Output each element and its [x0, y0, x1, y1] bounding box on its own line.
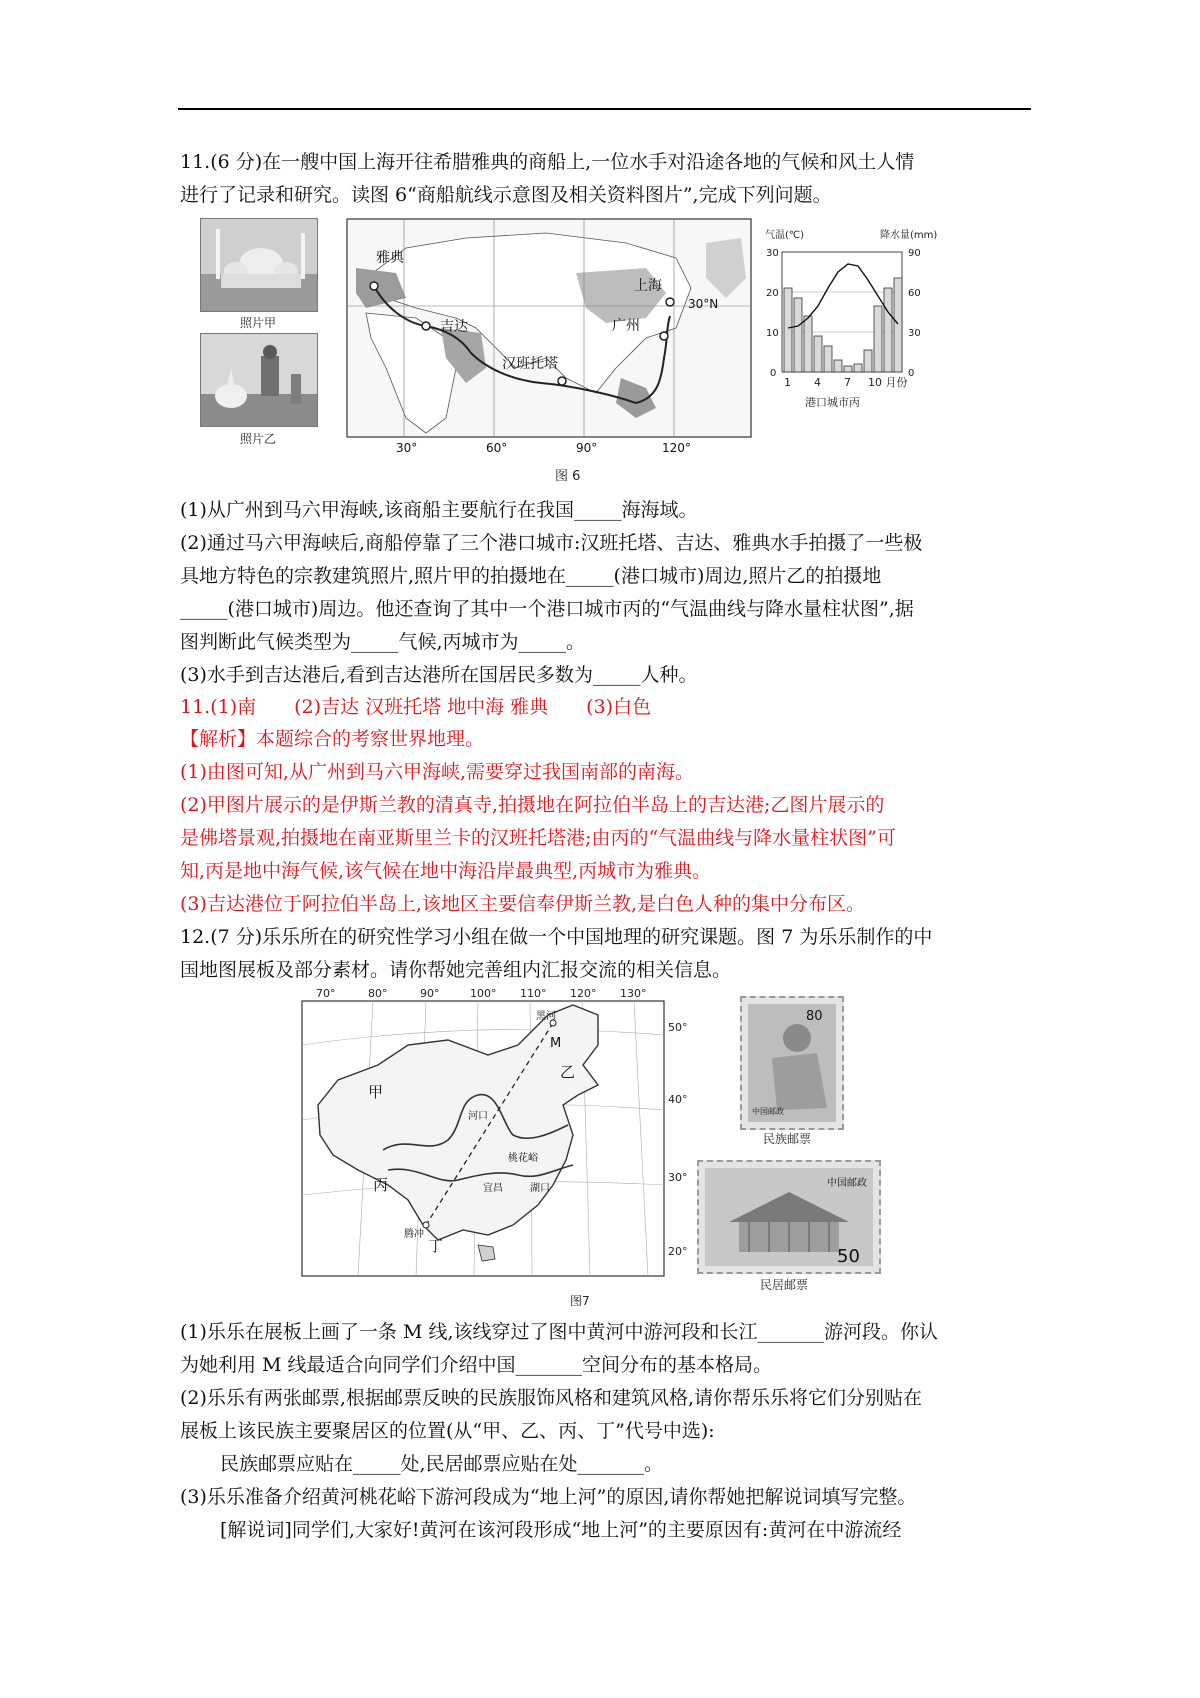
lon-tick: 90° — [420, 987, 440, 1000]
lon-tick: 120° — [570, 987, 597, 1000]
q12-part-2-line-3: 民族邮票应贴在_____处,民居邮票应贴在处_______。 — [220, 1453, 664, 1475]
dwelling-stamp — [697, 1160, 881, 1274]
lat-tick: 30° — [668, 1171, 688, 1184]
ethnic-stamp-caption: 民族邮票 — [763, 1132, 812, 1146]
map-tick: 30° — [396, 441, 418, 454]
stamp1-value: 80 — [806, 1009, 823, 1024]
dwelling-stamp-graphic — [699, 1162, 879, 1272]
q12-part-2-line-1: (2)乐乐有两张邮票,根据邮票反映的民族服饰风格和建筑风格,请你帮乐乐将它们分别贴在 — [180, 1387, 922, 1409]
map-label-athens: 雅典 — [376, 250, 404, 266]
map-label-m: M — [550, 1036, 562, 1051]
q11-part-3: (3)水手到吉达港后,看到吉达港所在国居民多数为_____人种。 — [180, 664, 698, 686]
climate-axis-left: 30 — [766, 248, 779, 259]
ethnic-stamp — [740, 996, 844, 1130]
q11-part-2-line-3: _____(港口城市)周边。他还查询了其中一个港口城市丙的“气温曲线与降水量柱状图”,据 — [180, 598, 914, 620]
q12-part-2-line-2: 展板上该民族主要聚居区的位置(从“甲、乙、丙、丁”代号中选): — [180, 1420, 715, 1442]
map-label-hukou: 湖口 — [530, 1183, 550, 1194]
photo-jia — [200, 218, 318, 312]
climate-ylabel-right: 降水量(mm) — [880, 230, 938, 241]
stamp2-country: 中国邮政 — [827, 1178, 867, 1189]
climate-chart — [760, 226, 960, 436]
q11-analysis-2-line-1: (2)甲图片展示的是伊斯兰教的清真寺,拍摄地在阿拉伯半岛上的吉达港;乙图片展示的 — [180, 794, 885, 816]
climate-axis-left: 0 — [770, 368, 777, 379]
q11-stem-line-1: 11.(6 分)在一艘中国上海开往希腊雅典的商船上,一位水手对沿途各地的气候和风土人情 — [180, 151, 915, 173]
map-label-bing: 丙 — [373, 1176, 389, 1194]
q12-stem-line-1: 12.(7 分)乐乐所在的研究性学习小组在做一个中国地理的研究课题。图 7 为乐乐制作的中 — [180, 926, 933, 948]
figure-6-caption: 图 6 — [555, 469, 581, 484]
q11-part-2-line-2: 具地方特色的宗教建筑照片,照片甲的拍摄地在_____(港口城市)周边,照片乙的拍摄地 — [180, 565, 882, 587]
china-map — [298, 985, 698, 1285]
climate-xtick: 4 — [814, 376, 821, 389]
climate-axis-right: 90 — [908, 248, 921, 259]
map-label-jeddah: 吉达 — [440, 319, 468, 335]
q11-part-1: (1)从广州到马六甲海峡,该商船主要航行在我国_____海海域。 — [180, 499, 698, 521]
lon-tick: 110° — [520, 987, 547, 1000]
map-label-yi: 乙 — [560, 1063, 576, 1081]
q11-part-2-line-1: (2)通过马六甲海峡后,商船停靠了三个港口城市:汉班托塔、吉达、雅典水手拍摄了一些极 — [180, 532, 923, 554]
climate-xtick: 10 月份 — [868, 376, 908, 389]
q11-stem-line-2: 进行了记录和研究。读图 6“商船航线示意图及相关资料图片”,完成下列问题。 — [180, 184, 832, 206]
stamp2-value: 50 — [837, 1246, 860, 1267]
climate-ylabel-left: 气温(℃) — [765, 230, 805, 241]
map-tick: 90° — [576, 441, 598, 454]
photo-yi — [200, 333, 318, 427]
q12-part-3: (3)乐乐准备介绍黄河桃花峪下游河段成为“地上河”的原因,请你帮她把解说词填写完整。 — [180, 1486, 917, 1508]
photo-yi-caption: 照片乙 — [240, 432, 277, 446]
pagoda-photo-graphic — [201, 334, 317, 426]
q12-part-4: [解说词]同学们,大家好!黄河在该河段形成“地上河”的主要原因有:黄河在中游流经 — [220, 1519, 902, 1541]
map-label-yichang: 宜昌 — [483, 1183, 503, 1194]
map-label-taohuayu: 桃花峪 — [508, 1153, 538, 1164]
lat-tick: 50° — [668, 1021, 688, 1034]
climate-axis-right: 30 — [908, 328, 921, 339]
figure-7-caption: 图7 — [570, 1294, 590, 1308]
climate-xtick: 7 — [844, 376, 851, 389]
map-label-jia: 甲 — [368, 1083, 384, 1101]
photo-jia-caption: 照片甲 — [240, 316, 277, 330]
q11-analysis-1: (1)由图可知,从广州到马六甲海峡,需要穿过我国南部的南海。 — [180, 761, 694, 783]
map-tick: 120° — [662, 441, 691, 454]
map-label-hambantota: 汉班托塔 — [502, 356, 558, 372]
dwelling-stamp-caption: 民居邮票 — [760, 1278, 809, 1292]
map-label-heihe: 黑河 — [536, 1011, 556, 1022]
lon-tick: 100° — [470, 987, 497, 1000]
q11-part-2-line-4: 图判断此气候类型为_____气候,丙城市为_____。 — [180, 631, 586, 653]
climate-title: 港口城市丙 — [805, 396, 860, 409]
map-tick: 60° — [486, 441, 508, 454]
q11-analysis-head: 【解析】本题综合的考察世界地理。 — [180, 728, 485, 750]
climate-axis-right: 60 — [908, 288, 921, 299]
lat-tick: 40° — [668, 1093, 688, 1106]
q12-part-1-line-2: 为她利用 M 线最适合向同学们介绍中国_______空间分布的基本格局。 — [180, 1354, 773, 1376]
stamp1-country: 中国邮政 — [752, 1107, 784, 1116]
lat-tick: 20° — [668, 1245, 688, 1258]
q11-answer: 11.(1)南 (2)吉达 汉班托塔 地中海 雅典 (3)白色 — [180, 696, 652, 718]
ethnic-stamp-graphic — [742, 998, 842, 1128]
lon-tick: 80° — [368, 987, 388, 1000]
q12-stem-line-2: 国地图展板及部分素材。请你帮她完善组内汇报交流的相关信息。 — [180, 959, 732, 981]
q11-analysis-2-line-3: 知,丙是地中海气候,该气候在地中海沿岸最典型,丙城市为雅典。 — [180, 860, 712, 882]
map-label-hekou: 河口 — [468, 1111, 488, 1122]
q12-part-1-line-1: (1)乐乐在展板上画了一条 M 线,该线穿过了图中黄河中游河段和长江_______游河段。你认 — [180, 1321, 938, 1343]
map-label-tengchong: 腾冲 — [404, 1229, 424, 1240]
lon-tick: 70° — [316, 987, 336, 1000]
climate-axis-right: 0 — [908, 368, 915, 379]
map-label-ding: 丁 — [428, 1237, 444, 1255]
map-label-guangzhou: 广州 — [612, 318, 640, 334]
climate-axis-left: 20 — [766, 288, 779, 299]
lon-tick: 130° — [620, 987, 647, 1000]
climate-xtick: 1 — [784, 376, 791, 389]
header-rule — [178, 108, 1031, 110]
mosque-photo-graphic — [201, 219, 317, 311]
map-label-lat30: 30°N — [688, 297, 719, 311]
q11-analysis-3: (3)吉达港位于阿拉伯半岛上,该地区主要信奉伊斯兰教,是白色人种的集中分布区。 — [180, 893, 865, 915]
shipping-route-map — [346, 218, 756, 454]
q11-analysis-2-line-2: 是佛塔景观,拍摄地在南亚斯里兰卡的汉班托塔港;由丙的“气温曲线与降水量柱状图”可 — [180, 827, 896, 849]
climate-axis-left: 10 — [766, 328, 779, 339]
map-label-shanghai: 上海 — [634, 278, 662, 294]
